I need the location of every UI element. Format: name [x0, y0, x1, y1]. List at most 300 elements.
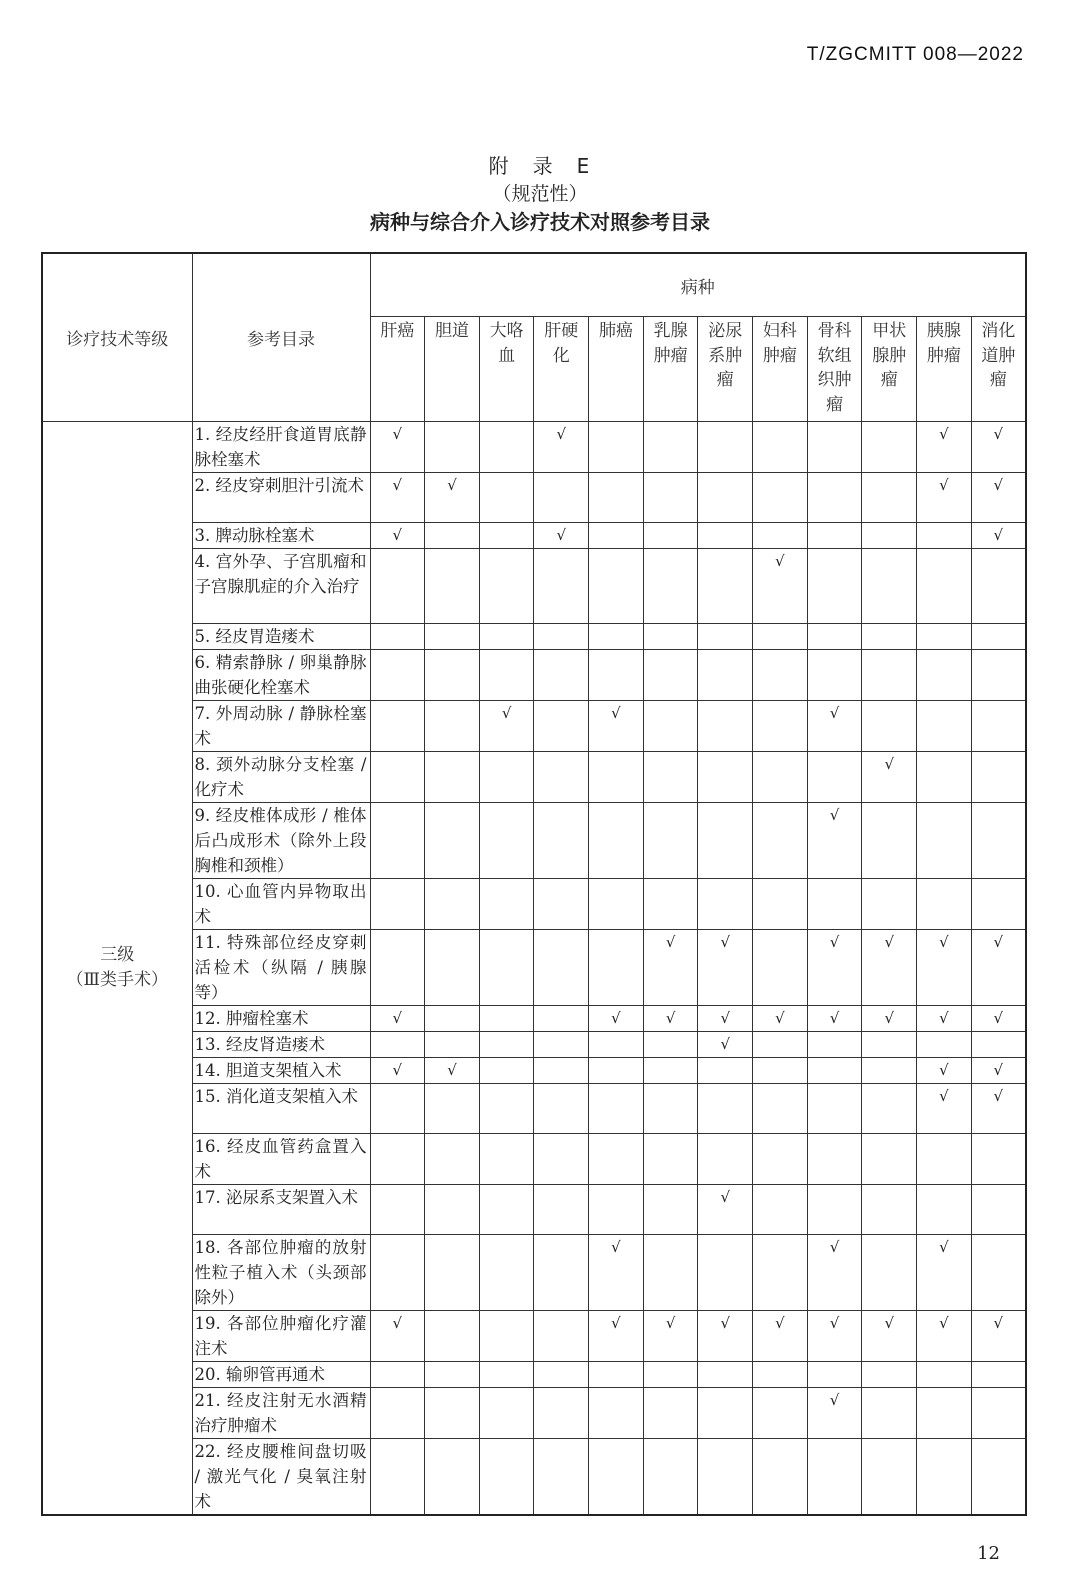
procedure-name: 1. 经皮经肝食道胃底静脉栓塞术 — [192, 422, 370, 473]
check-mark: √ — [807, 701, 862, 752]
empty-cell — [917, 549, 972, 624]
procedure-name: 2. 经皮穿刺胆汁引流术 — [192, 473, 370, 523]
header-reference-catalog: 参考目录 — [192, 253, 370, 422]
empty-cell — [643, 701, 698, 752]
empty-cell — [534, 1006, 589, 1032]
empty-cell — [698, 473, 753, 523]
check-mark: √ — [971, 930, 1026, 1006]
check-mark: √ — [917, 473, 972, 523]
empty-cell — [698, 1134, 753, 1185]
empty-cell — [479, 1032, 534, 1058]
empty-cell — [589, 1134, 644, 1185]
disease-header — [917, 317, 972, 422]
procedure-name: 15. 消化道支架植入术 — [192, 1084, 370, 1134]
empty-cell — [917, 1185, 972, 1235]
table-body — [42, 422, 1026, 1516]
procedure-name: 21. 经皮注射无水酒精治疗肿瘤术 — [192, 1388, 370, 1439]
check-mark: √ — [643, 1006, 698, 1032]
empty-cell — [698, 650, 753, 701]
empty-cell — [753, 473, 808, 523]
check-mark: √ — [753, 1006, 808, 1032]
empty-cell — [589, 549, 644, 624]
disease-header-line: 肿瘤 — [926, 345, 961, 366]
check-mark: √ — [971, 1058, 1026, 1084]
empty-cell — [589, 1032, 644, 1058]
treatment-level-line: 三级 — [100, 945, 135, 965]
appendix-letter: E — [576, 154, 592, 178]
empty-cell — [862, 803, 917, 879]
empty-cell — [862, 650, 917, 701]
check-mark: √ — [698, 1311, 753, 1362]
procedure-name: 16. 经皮血管药盒置入术 — [192, 1134, 370, 1185]
empty-cell — [643, 752, 698, 803]
page-number: 12 — [977, 1543, 1000, 1564]
empty-cell — [753, 701, 808, 752]
empty-cell — [534, 549, 589, 624]
empty-cell — [479, 650, 534, 701]
empty-cell — [589, 1439, 644, 1516]
check-mark: √ — [971, 1084, 1026, 1134]
procedure-name: 13. 经皮肾造瘘术 — [192, 1032, 370, 1058]
empty-cell — [534, 930, 589, 1006]
empty-cell — [862, 1185, 917, 1235]
check-mark: √ — [425, 1058, 480, 1084]
empty-cell — [807, 1185, 862, 1235]
empty-cell — [643, 624, 698, 650]
empty-cell — [589, 1362, 644, 1388]
disease-header-line: 软组 — [817, 345, 852, 366]
procedure-name: 4. 宫外孕、子宫肌瘤和子宫腺肌症的介入治疗 — [192, 549, 370, 624]
empty-cell — [643, 803, 698, 879]
empty-cell — [917, 523, 972, 549]
disease-header-line: 瘤 — [716, 370, 734, 390]
empty-cell — [534, 752, 589, 803]
procedure-name: 10. 心血管内异物取出术 — [192, 879, 370, 930]
disease-header-line: 消化 — [981, 321, 1016, 341]
disease-header-line: 泌尿 — [708, 321, 743, 341]
empty-cell — [753, 1235, 808, 1311]
disease-header — [971, 317, 1026, 422]
disease-header — [425, 317, 480, 422]
empty-cell — [807, 473, 862, 523]
procedure-name: 20. 输卵管再通术 — [192, 1362, 370, 1388]
empty-cell — [589, 523, 644, 549]
procedure-name: 7. 外周动脉 / 静脉栓塞术 — [192, 701, 370, 752]
check-mark: √ — [698, 1185, 753, 1235]
empty-cell — [425, 1185, 480, 1235]
check-mark: √ — [370, 422, 425, 473]
empty-cell — [753, 930, 808, 1006]
empty-cell — [753, 1134, 808, 1185]
empty-cell — [862, 1388, 917, 1439]
check-mark: √ — [698, 930, 753, 1006]
empty-cell — [479, 1084, 534, 1134]
empty-cell — [698, 1439, 753, 1516]
empty-cell — [917, 1134, 972, 1185]
check-mark: √ — [589, 1311, 644, 1362]
empty-cell — [370, 1388, 425, 1439]
empty-cell — [807, 752, 862, 803]
empty-cell — [370, 752, 425, 803]
empty-cell — [753, 1185, 808, 1235]
disease-header-line: 瘤 — [880, 370, 898, 390]
empty-cell — [589, 930, 644, 1006]
disease-header-line: 胰腺 — [926, 321, 961, 341]
disease-header-line: 甲状 — [872, 321, 907, 341]
empty-cell — [370, 879, 425, 930]
check-mark: √ — [917, 1235, 972, 1311]
check-mark: √ — [917, 930, 972, 1006]
empty-cell — [534, 803, 589, 879]
empty-cell — [807, 1134, 862, 1185]
check-mark: √ — [917, 1311, 972, 1362]
empty-cell — [479, 1058, 534, 1084]
empty-cell — [370, 1032, 425, 1058]
empty-cell — [534, 1032, 589, 1058]
empty-cell — [643, 523, 698, 549]
empty-cell — [370, 930, 425, 1006]
empty-cell — [917, 752, 972, 803]
empty-cell — [807, 650, 862, 701]
check-mark: √ — [807, 1388, 862, 1439]
procedure-name: 18. 各部位肿瘤的放射性粒子植入术（头颈部除外） — [192, 1235, 370, 1311]
empty-cell — [534, 1084, 589, 1134]
empty-cell — [534, 1058, 589, 1084]
empty-cell — [917, 879, 972, 930]
empty-cell — [479, 549, 534, 624]
empty-cell — [479, 523, 534, 549]
empty-cell — [479, 1311, 534, 1362]
appendix-word-2: 录 — [532, 154, 555, 178]
procedure-name: 3. 脾动脉栓塞术 — [192, 523, 370, 549]
empty-cell — [479, 1235, 534, 1311]
empty-cell — [698, 549, 753, 624]
empty-cell — [862, 1058, 917, 1084]
check-mark: √ — [862, 930, 917, 1006]
empty-cell — [643, 549, 698, 624]
empty-cell — [971, 1362, 1026, 1388]
empty-cell — [479, 1006, 534, 1032]
empty-cell — [479, 930, 534, 1006]
empty-cell — [370, 1235, 425, 1311]
empty-cell — [534, 650, 589, 701]
check-mark: √ — [753, 1311, 808, 1362]
empty-cell — [479, 624, 534, 650]
empty-cell — [479, 803, 534, 879]
empty-cell — [479, 1388, 534, 1439]
empty-cell — [425, 701, 480, 752]
empty-cell — [807, 1032, 862, 1058]
procedure-name: 6. 精索静脉 / 卵巢静脉曲张硬化栓塞术 — [192, 650, 370, 701]
empty-cell — [698, 1058, 753, 1084]
empty-cell — [370, 1362, 425, 1388]
empty-cell — [807, 549, 862, 624]
check-mark: √ — [917, 422, 972, 473]
disease-header-line: 乳腺 — [653, 321, 688, 341]
empty-cell — [971, 1388, 1026, 1439]
empty-cell — [862, 1032, 917, 1058]
empty-cell — [971, 1032, 1026, 1058]
empty-cell — [698, 1235, 753, 1311]
empty-cell — [425, 879, 480, 930]
check-mark: √ — [807, 930, 862, 1006]
check-mark: √ — [370, 523, 425, 549]
treatment-level-cell — [42, 422, 192, 1516]
disease-header-line: 肝癌 — [380, 321, 415, 341]
empty-cell — [698, 1084, 753, 1134]
empty-cell — [589, 422, 644, 473]
empty-cell — [589, 650, 644, 701]
check-mark: √ — [971, 422, 1026, 473]
empty-cell — [698, 803, 753, 879]
empty-cell — [425, 650, 480, 701]
normative-label: （规范性） — [492, 183, 588, 205]
check-mark: √ — [589, 1235, 644, 1311]
empty-cell — [589, 803, 644, 879]
check-mark: √ — [971, 473, 1026, 523]
empty-cell — [534, 1388, 589, 1439]
empty-cell — [425, 1084, 480, 1134]
procedure-name: 11. 特殊部位经皮穿刺活检术（纵隔 / 胰腺等） — [192, 930, 370, 1006]
check-mark: √ — [971, 1006, 1026, 1032]
empty-cell — [643, 1439, 698, 1516]
empty-cell — [698, 523, 753, 549]
empty-cell — [589, 624, 644, 650]
empty-cell — [807, 1362, 862, 1388]
disease-header-line: 大咯 — [489, 321, 524, 341]
disease-header — [807, 317, 862, 422]
disease-header — [643, 317, 698, 422]
empty-cell — [589, 473, 644, 523]
procedure-name: 22. 经皮腰椎间盘切吸 / 激光气化 / 臭氧注射术 — [192, 1439, 370, 1516]
empty-cell — [479, 752, 534, 803]
empty-cell — [971, 1185, 1026, 1235]
empty-cell — [807, 1439, 862, 1516]
empty-cell — [862, 701, 917, 752]
empty-cell — [643, 1084, 698, 1134]
check-mark: √ — [917, 1084, 972, 1134]
empty-cell — [425, 624, 480, 650]
disease-header-line: 化 — [552, 345, 570, 366]
empty-cell — [534, 879, 589, 930]
empty-cell — [971, 1235, 1026, 1311]
check-mark: √ — [862, 1311, 917, 1362]
empty-cell — [425, 1388, 480, 1439]
check-mark: √ — [370, 1058, 425, 1084]
empty-cell — [862, 473, 917, 523]
empty-cell — [370, 624, 425, 650]
check-mark: √ — [534, 523, 589, 549]
empty-cell — [479, 879, 534, 930]
document-code: T/ZGCMITT 008—2022 — [806, 44, 1024, 65]
header-disease-group: 病种 — [370, 253, 1026, 317]
empty-cell — [917, 1388, 972, 1439]
check-mark: √ — [370, 473, 425, 523]
empty-cell — [862, 1084, 917, 1134]
empty-cell — [753, 422, 808, 473]
empty-cell — [370, 701, 425, 752]
disease-header — [698, 317, 753, 422]
empty-cell — [698, 752, 753, 803]
empty-cell — [753, 1439, 808, 1516]
empty-cell — [807, 1084, 862, 1134]
empty-cell — [917, 1362, 972, 1388]
empty-cell — [753, 879, 808, 930]
disease-header-line: 妇科 — [762, 321, 797, 341]
empty-cell — [753, 1362, 808, 1388]
empty-cell — [425, 549, 480, 624]
empty-cell — [370, 1439, 425, 1516]
check-mark: √ — [479, 701, 534, 752]
empty-cell — [534, 473, 589, 523]
empty-cell — [862, 1134, 917, 1185]
empty-cell — [643, 473, 698, 523]
check-mark: √ — [807, 803, 862, 879]
empty-cell — [917, 701, 972, 752]
page-title: 病种与综合介入诊疗技术对照参考目录 — [370, 210, 710, 234]
empty-cell — [807, 1058, 862, 1084]
empty-cell — [589, 1388, 644, 1439]
empty-cell — [370, 549, 425, 624]
check-mark: √ — [534, 422, 589, 473]
procedure-name: 17. 泌尿系支架置入术 — [192, 1185, 370, 1235]
disease-header — [862, 317, 917, 422]
empty-cell — [917, 1439, 972, 1516]
disease-header — [479, 317, 534, 422]
empty-cell — [370, 1185, 425, 1235]
disease-header-line: 腺肿 — [872, 345, 907, 366]
empty-cell — [753, 650, 808, 701]
check-mark: √ — [862, 752, 917, 803]
procedure-name: 14. 胆道支架植入术 — [192, 1058, 370, 1084]
empty-cell — [643, 1032, 698, 1058]
empty-cell — [643, 879, 698, 930]
empty-cell — [479, 1362, 534, 1388]
empty-cell — [698, 624, 753, 650]
empty-cell — [971, 701, 1026, 752]
empty-cell — [698, 701, 753, 752]
empty-cell — [589, 752, 644, 803]
empty-cell — [643, 1388, 698, 1439]
empty-cell — [479, 1439, 534, 1516]
disease-header — [753, 317, 808, 422]
empty-cell — [370, 650, 425, 701]
empty-cell — [862, 879, 917, 930]
empty-cell — [971, 879, 1026, 930]
title-block — [0, 152, 1080, 236]
empty-cell — [862, 422, 917, 473]
procedure-name: 5. 经皮胃造瘘术 — [192, 624, 370, 650]
empty-cell — [425, 1362, 480, 1388]
disease-header-line: 道肿 — [981, 345, 1016, 366]
empty-cell — [479, 422, 534, 473]
procedure-name: 12. 肿瘤栓塞术 — [192, 1006, 370, 1032]
disease-header — [534, 317, 589, 422]
empty-cell — [643, 422, 698, 473]
check-mark: √ — [589, 1006, 644, 1032]
check-mark: √ — [698, 1032, 753, 1058]
empty-cell — [698, 1388, 753, 1439]
empty-cell — [425, 523, 480, 549]
check-mark: √ — [643, 930, 698, 1006]
empty-cell — [425, 1006, 480, 1032]
empty-cell — [425, 1235, 480, 1311]
empty-cell — [643, 1235, 698, 1311]
empty-cell — [534, 1362, 589, 1388]
empty-cell — [971, 650, 1026, 701]
empty-cell — [862, 1235, 917, 1311]
reference-table — [41, 252, 1027, 1516]
empty-cell — [370, 1084, 425, 1134]
empty-cell — [971, 1134, 1026, 1185]
empty-cell — [425, 422, 480, 473]
empty-cell — [862, 1439, 917, 1516]
empty-cell — [479, 1134, 534, 1185]
empty-cell — [534, 624, 589, 650]
disease-header-line: 血 — [498, 345, 516, 366]
empty-cell — [917, 650, 972, 701]
disease-header-line: 肿瘤 — [653, 345, 688, 366]
empty-cell — [807, 422, 862, 473]
check-mark: √ — [862, 1006, 917, 1032]
procedure-name: 8. 颈外动脉分支栓塞 / 化疗术 — [192, 752, 370, 803]
empty-cell — [862, 624, 917, 650]
disease-header-line: 肺癌 — [598, 321, 633, 341]
check-mark: √ — [370, 1006, 425, 1032]
empty-cell — [698, 879, 753, 930]
empty-cell — [971, 1439, 1026, 1516]
empty-cell — [425, 930, 480, 1006]
treatment-level-line: （Ⅲ类手术） — [66, 970, 168, 990]
empty-cell — [917, 624, 972, 650]
empty-cell — [862, 549, 917, 624]
empty-cell — [643, 1185, 698, 1235]
empty-cell — [971, 752, 1026, 803]
disease-header-line: 瘤 — [826, 394, 844, 415]
check-mark: √ — [589, 701, 644, 752]
empty-cell — [534, 1134, 589, 1185]
procedure-name: 19. 各部位肿瘤化疗灌注术 — [192, 1311, 370, 1362]
empty-cell — [698, 422, 753, 473]
empty-cell — [753, 803, 808, 879]
empty-cell — [917, 803, 972, 879]
empty-cell — [479, 473, 534, 523]
check-mark: √ — [753, 549, 808, 624]
empty-cell — [589, 1058, 644, 1084]
empty-cell — [534, 1185, 589, 1235]
empty-cell — [971, 624, 1026, 650]
empty-cell — [589, 879, 644, 930]
empty-cell — [753, 1032, 808, 1058]
check-mark: √ — [971, 1311, 1026, 1362]
empty-cell — [643, 650, 698, 701]
empty-cell — [971, 549, 1026, 624]
disease-header — [370, 317, 425, 422]
check-mark: √ — [807, 1006, 862, 1032]
disease-header-line: 肝硬 — [544, 321, 579, 341]
empty-cell — [971, 803, 1026, 879]
empty-cell — [807, 624, 862, 650]
empty-cell — [753, 1058, 808, 1084]
empty-cell — [425, 1439, 480, 1516]
empty-cell — [643, 1362, 698, 1388]
empty-cell — [534, 1235, 589, 1311]
empty-cell — [643, 1134, 698, 1185]
header-treatment-level: 诊疗技术等级 — [42, 253, 192, 422]
empty-cell — [753, 752, 808, 803]
empty-cell — [862, 1362, 917, 1388]
empty-cell — [753, 523, 808, 549]
